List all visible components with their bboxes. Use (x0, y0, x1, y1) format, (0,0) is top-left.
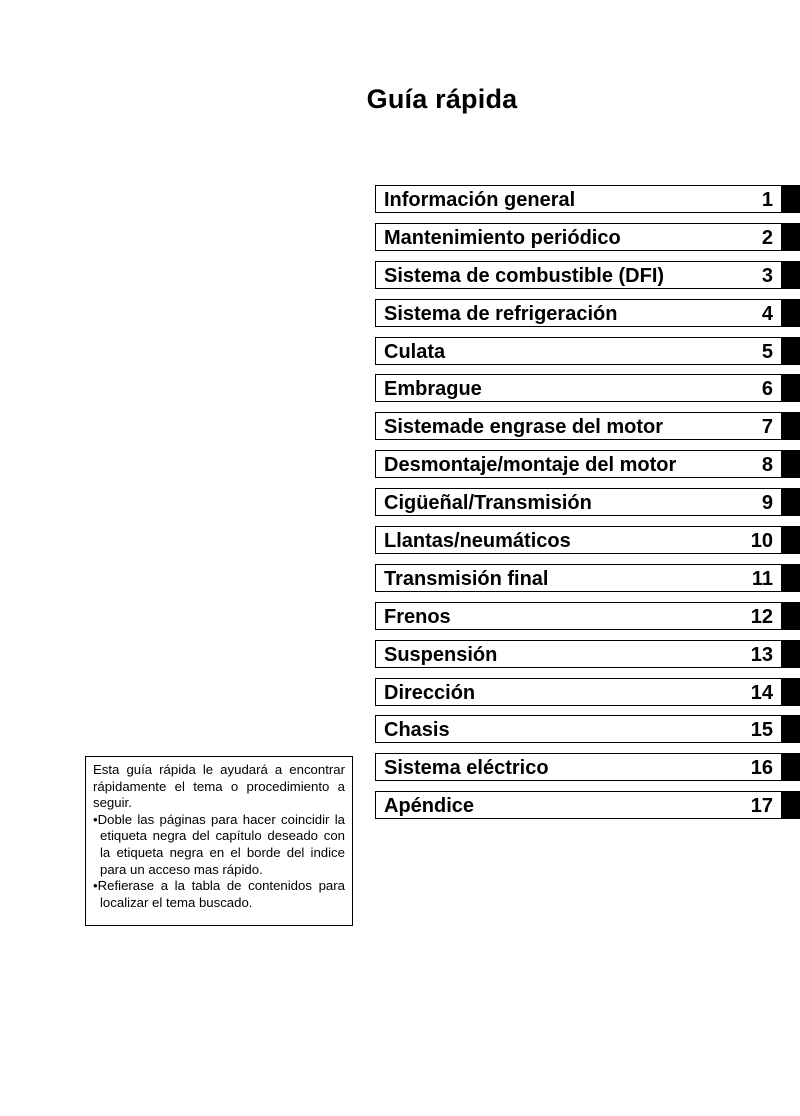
toc-row-4[interactable] (375, 299, 800, 327)
chapter-tab (782, 374, 800, 402)
chapter-tab (782, 337, 800, 365)
toc-number: 8 (761, 454, 773, 477)
toc-box (375, 488, 782, 516)
toc-box (375, 678, 782, 706)
chapter-tab (782, 488, 800, 516)
toc-box (375, 791, 782, 819)
chapter-tab (782, 678, 800, 706)
toc-number: 3 (761, 264, 773, 287)
chapter-tab (782, 715, 800, 743)
toc-box (375, 715, 782, 743)
chapter-tab (782, 261, 800, 289)
instructions-intro: Esta guía rápida le ayudará a encontrar rápidamente el tema o procedimiento a seguir. (93, 762, 345, 811)
toc-row-17[interactable] (375, 791, 800, 819)
toc-row-6[interactable] (375, 374, 800, 402)
toc-row-9[interactable] (375, 488, 800, 516)
chapter-tab (782, 564, 800, 592)
toc-number: 9 (761, 492, 773, 515)
toc-number: 17 (750, 795, 773, 818)
toc-label: Sistema de refrigeración (384, 302, 618, 325)
toc-number: 5 (761, 340, 773, 363)
toc-number: 2 (761, 226, 773, 249)
toc-row-15[interactable] (375, 715, 800, 743)
toc-label: Mantenimiento periódico (384, 226, 621, 249)
toc-box (375, 261, 782, 289)
toc-number: 14 (750, 681, 773, 704)
chapter-tab (782, 185, 800, 213)
instructions-box (85, 756, 353, 926)
toc-box (375, 299, 782, 327)
chapter-tab (782, 791, 800, 819)
toc-number: 11 (751, 567, 773, 590)
toc-label: Sistemade engrase del motor (384, 416, 663, 439)
toc-row-8[interactable] (375, 450, 800, 478)
toc-row-3[interactable] (375, 261, 800, 289)
toc-label: Cigüeñal/Transmisión (384, 492, 592, 515)
toc-box (375, 564, 782, 592)
toc-box (375, 450, 782, 478)
toc-box (375, 602, 782, 630)
toc-number: 4 (761, 302, 773, 325)
toc-label: Dirección (384, 681, 476, 704)
chapter-tab (782, 299, 800, 327)
toc-row-1[interactable] (375, 185, 800, 213)
toc-label: Frenos (384, 605, 451, 628)
toc-row-10[interactable] (375, 526, 800, 554)
toc-box (375, 526, 782, 554)
toc-label: Transmisión final (384, 567, 549, 590)
toc-box (375, 640, 782, 668)
toc-box (375, 185, 782, 213)
chapter-tab (782, 753, 800, 781)
chapter-tab (782, 450, 800, 478)
instructions-bullet: •Refierase a la tabla de contenidos para localizar el tema buscado. (93, 878, 345, 910)
toc-label: Embrague (384, 378, 482, 401)
toc-number: 12 (750, 605, 773, 628)
toc-box (375, 374, 782, 402)
toc-number: 16 (750, 757, 773, 780)
toc-number: 15 (750, 719, 773, 742)
toc-row-2[interactable] (375, 223, 800, 251)
chapter-tab (782, 412, 800, 440)
toc-box (375, 223, 782, 251)
toc-box (375, 753, 782, 781)
toc-label: Desmontaje/montaje del motor (384, 454, 677, 477)
page-title: Guía rápida (366, 84, 518, 114)
toc-number: 13 (750, 643, 773, 666)
toc-row-13[interactable] (375, 640, 800, 668)
toc-number: 6 (761, 378, 773, 401)
toc-label: Llantas/neumáticos (384, 530, 571, 553)
chapter-tab (782, 526, 800, 554)
toc-number: 10 (750, 530, 773, 553)
toc-row-5[interactable] (375, 337, 800, 365)
toc-row-11[interactable] (375, 564, 800, 592)
toc-label: Suspensión (384, 643, 498, 666)
toc-label: Sistema eléctrico (384, 757, 549, 780)
chapter-tab (782, 602, 800, 630)
toc-row-12[interactable] (375, 602, 800, 630)
toc-number: 1 (761, 189, 773, 211)
toc-row-14[interactable] (375, 678, 800, 706)
chapter-tab (782, 640, 800, 668)
toc-row-16[interactable] (375, 753, 800, 781)
toc-label: Culata (384, 340, 446, 363)
instructions-bullet: •Doble las páginas para hacer coincidir la etiqueta negra del capítulo deseado con la etiqueta negra en el borde del indice para un acceso mas rápido. (93, 811, 345, 877)
quick-guide-index (375, 185, 800, 829)
toc-label: Apéndice (384, 795, 475, 818)
toc-box (375, 412, 782, 440)
toc-row-7[interactable] (375, 412, 800, 440)
toc-label: Información general (384, 189, 576, 211)
toc-box (375, 337, 782, 365)
toc-label: Chasis (384, 719, 450, 742)
toc-number: 7 (761, 416, 773, 439)
chapter-tab (782, 223, 800, 251)
toc-label: Sistema de combustible (DFI) (384, 264, 665, 287)
